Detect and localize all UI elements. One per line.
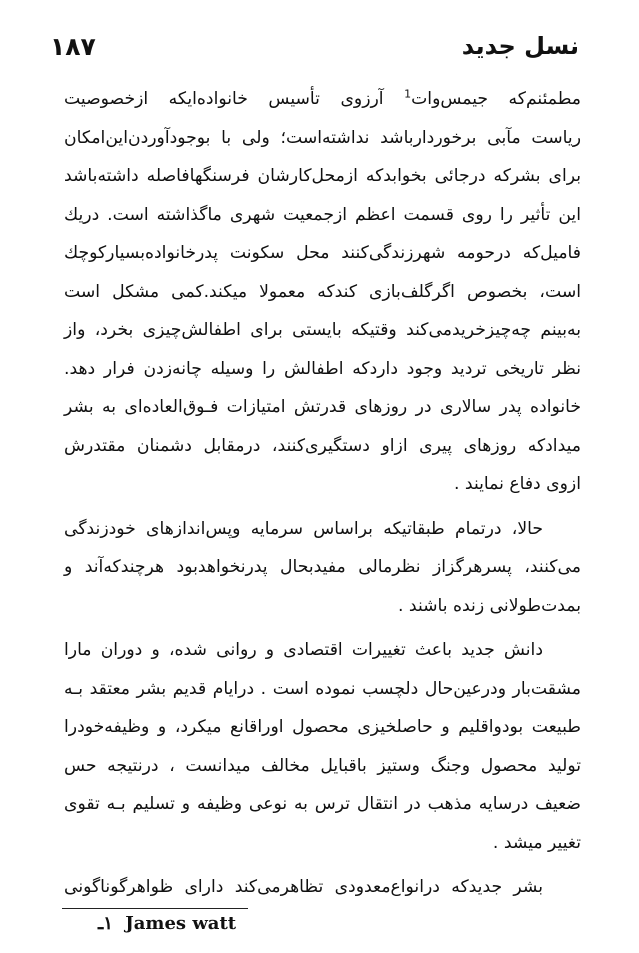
footnote	[98, 913, 236, 934]
text-line: حالا، درتمام طبقاتیکه براساس سرمایه وپس‌اندازهای خودزندگی	[64, 518, 543, 539]
footnote-divider	[62, 908, 248, 909]
paragraph-4	[64, 868, 581, 907]
body-text	[64, 80, 581, 907]
footnote-marker: 1	[404, 87, 412, 101]
text-line: ریاست مآبی برخوردارباشد نداشته‌است؛ ولی با بوجودآوردن‌این‌امکان	[64, 127, 581, 148]
text-segment: آرزوی تأسیس خانواده‌ایکه ازخصوصیت	[64, 89, 384, 109]
text-line: بشر جدیدکه درانواع‌معدودی تظاهرمی‌کند دارای ظواهرگوناگونی	[64, 877, 543, 897]
text-line: ازوی دفاع نمایند .	[454, 474, 581, 494]
text-line: برای بشرکه درجائی بخوابدکه ازمحل‌کارشان فرسنگهافاصله داشته‌باشد	[64, 166, 581, 186]
text-line: دانش جدید باعث تغییرات اقتصادی و روانی شده، و دوران مارا	[64, 640, 543, 660]
text-line: تغییر میشد .	[492, 832, 581, 853]
footnote-number: ۱ـ	[98, 913, 113, 934]
page-number: ۱۸۷	[50, 32, 96, 61]
text-line: مشقت‌بار ودرعین‌حال دلچسب نموده است . درایام قدیم بشر معتقد بـه	[64, 678, 581, 699]
text-line: طبیعت بودواقلیم و حاصلخیزی محصول اوراقانع میکرد، و وظیفه‌خودرا	[64, 717, 581, 737]
text-line: میدادکه روزهای پیری ازاو دستگیری‌کنند، درمقابل دشمنان مقتدرش	[64, 435, 581, 456]
text-line: بمدت‌طولانی زنده باشند .	[398, 595, 581, 616]
text-line	[64, 80, 581, 119]
text-line: می‌کنند، پسرهرگزاز نظرمالی مفیدبحال پدرنخواهدبود هرچندکه‌آند و	[64, 557, 581, 577]
text-line: است، بخصوص اگرگلف‌بازی کندکه معمولا میکند.کمی مشکل است	[64, 281, 581, 302]
footnote-text: James watt	[125, 913, 237, 934]
text-line: نظر تاریخی تردید وجود داردکه اطفالش را وسیله چانه‌زدن فرار دهد.	[64, 358, 581, 379]
paragraph-3	[64, 631, 581, 862]
text-line: خانواده پدر سالاری در روزهای قدرتش امتیازات فـوق‌العاده‌ای به بشر	[64, 397, 581, 417]
text-line: ضعیف درسایه مذهب در انتقال ترس به نوعی وظیفه و تسلیم بـه تقوی	[64, 794, 581, 814]
paragraph-2	[64, 510, 581, 626]
paragraph-1	[64, 80, 581, 504]
text-line: تولید محصول وجنگ وستیز باقبایل مخالف میدانست ، درنتیجه حس	[64, 755, 581, 776]
text-segment: مطمئنم‌که جیمس‌وات	[411, 89, 581, 109]
text-line: به‌بینم چه‌چیزخریدمی‌کند وقتیکه بایستی برای اطفالش‌چیزی بخرد، واز	[64, 320, 581, 340]
running-head-title: نسل جدید	[461, 32, 579, 60]
text-line: فامیل‌که درحومه شهرزندگی‌کنند محل سکونت پدرخانواده‌بسیارکوچك	[64, 243, 581, 263]
text-line: این تأثیر را روی قسمت اعظم ازجمعیت شهری ماگذاشته است. دریك	[64, 204, 581, 225]
